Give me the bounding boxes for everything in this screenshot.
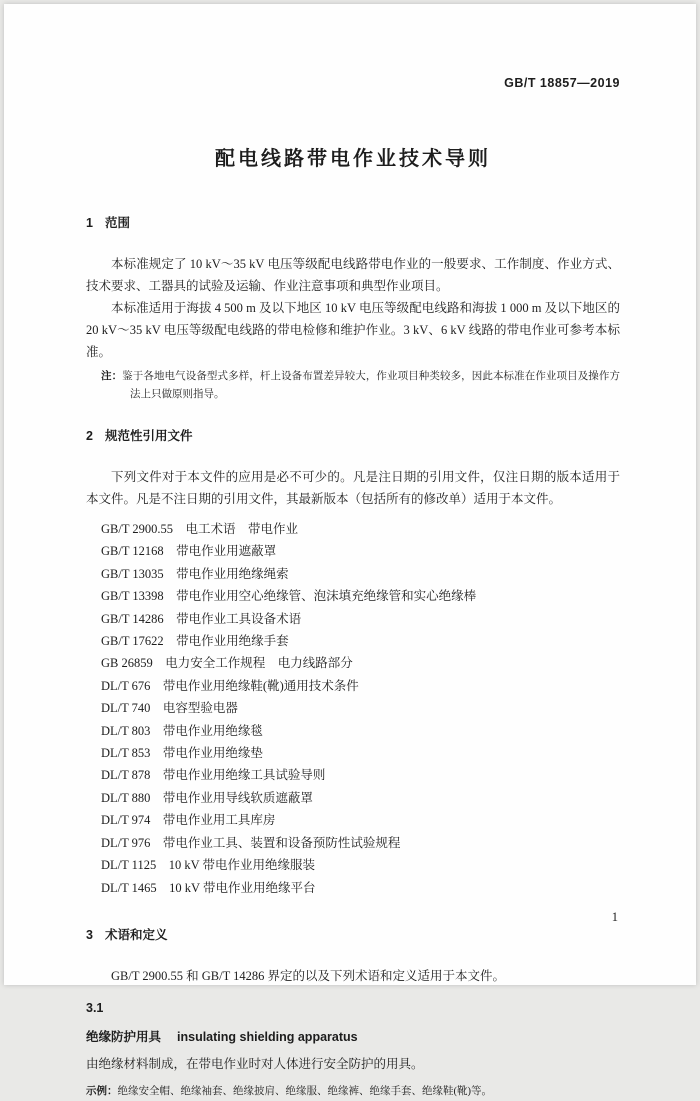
reference-list xyxy=(86,518,620,899)
page-content xyxy=(86,4,620,1101)
section-1-title: 范围 xyxy=(104,216,130,230)
reference-item: DL/T 880 带电作业用导线软质遮蔽罩 xyxy=(101,790,313,805)
section-3-title: 术语和定义 xyxy=(104,927,168,942)
section-1-number: 1 xyxy=(86,216,93,230)
section-1-heading xyxy=(86,213,620,231)
document-page xyxy=(4,4,696,1097)
reference-item: DL/T 853 带电作业用绝缘垫 xyxy=(101,746,263,761)
reference-item: GB 26859 电力安全工作规程 电力线路部分 xyxy=(101,656,353,671)
reference-item: DL/T 803 带电作业用绝缘毯 xyxy=(101,723,263,738)
reference-item: GB/T 12168 带电作业用遮蔽罩 xyxy=(101,544,277,559)
reference-item: GB/T 13398 带电作业用空心绝缘管、泡沫填充绝缘管和实心绝缘棒 xyxy=(101,589,477,604)
reference-item: GB/T 14286 带电作业工具设备术语 xyxy=(101,611,302,626)
reference-item: DL/T 974 带电作业用工具库房 xyxy=(101,813,276,828)
note-text: 鉴于各地电气设备型式多样，杆上设备布置差异较大，作业项目种类较多，因此本标准在作业项目及操作方法上只做原则指导。 xyxy=(122,371,620,400)
section-2-title: 规范性引用文件 xyxy=(104,429,193,443)
example-label: 示例： xyxy=(86,1084,118,1097)
note-label: 注： xyxy=(101,370,123,382)
term-example xyxy=(86,1082,620,1101)
reference-item: DL/T 1465 10 kV 带电作业用绝缘平台 xyxy=(101,880,316,895)
reference-item: DL/T 1125 10 kV 带电作业用绝缘服装 xyxy=(101,858,316,873)
terms-intro: GB/T 2900.55 和 GB/T 14286 界定的以及下列术语和定义适用于本文件。 xyxy=(111,968,505,983)
scope-note xyxy=(86,367,620,404)
reference-item: DL/T 878 带电作业用绝缘工具试验导则 xyxy=(101,768,326,783)
term-definition: 由绝缘材料制成，在带电作业时对人体进行安全防护的用具。 xyxy=(86,1056,424,1071)
references-intro: 下列文件对于本文件的应用是必不可少的。凡是注日期的引用文件，仅注日期的版本适用于本文件。凡是不注日期的引用文件，其最新版本（包括所有的修改单）适用于本文件。 xyxy=(86,470,620,506)
section-2-heading xyxy=(86,426,620,444)
reference-item: GB/T 17622 带电作业用绝缘手套 xyxy=(101,634,289,649)
scope-paragraph-2: 本标准适用于海拔 4 500 m 及以下地区 10 kV 电压等级配电线路和海拔 1 000 m 及以下地区的 20 kV～35 kV 电压等级配电线路的带电检修和维护作业。3 kV、6 kV 线路的带电作业可参考本标准。 xyxy=(86,301,620,359)
section-3-heading xyxy=(86,925,620,943)
page-number: 1 xyxy=(611,910,618,924)
standard-number: GB/T 18857—2019 xyxy=(504,76,620,90)
scope-paragraph-1: 本标准规定了 10 kV～35 kV 电压等级配电线路带电作业的一般要求、工作制度、作业方式、技术要求、工器具的试验及运输、作业注意事项和典型作业项目。 xyxy=(86,257,620,293)
term-entry xyxy=(86,1027,620,1045)
reference-item: GB/T 13035 带电作业用绝缘绳索 xyxy=(101,566,289,581)
clause-number: 3.1 xyxy=(86,1000,104,1015)
reference-item: DL/T 740 电容型验电器 xyxy=(101,701,238,716)
section-3-number: 3 xyxy=(86,927,93,942)
document-title: 配电线路带电作业技术导则 xyxy=(215,148,491,170)
section-2-number: 2 xyxy=(86,429,93,443)
reference-item: DL/T 976 带电作业工具、装置和设备预防性试验规程 xyxy=(101,835,401,850)
reference-item: GB/T 2900.55 电工术语 带电作业 xyxy=(101,522,298,536)
term-english: insulating shielding apparatus xyxy=(177,1029,358,1044)
reference-item: DL/T 676 带电作业用绝缘鞋(靴)通用技术条件 xyxy=(101,678,359,693)
term-chinese: 绝缘防护用具 xyxy=(86,1029,162,1044)
example-text: 绝缘安全帽、绝缘袖套、绝缘披肩、绝缘服、绝缘裤、绝缘手套、绝缘鞋(靴)等。 xyxy=(117,1085,492,1097)
